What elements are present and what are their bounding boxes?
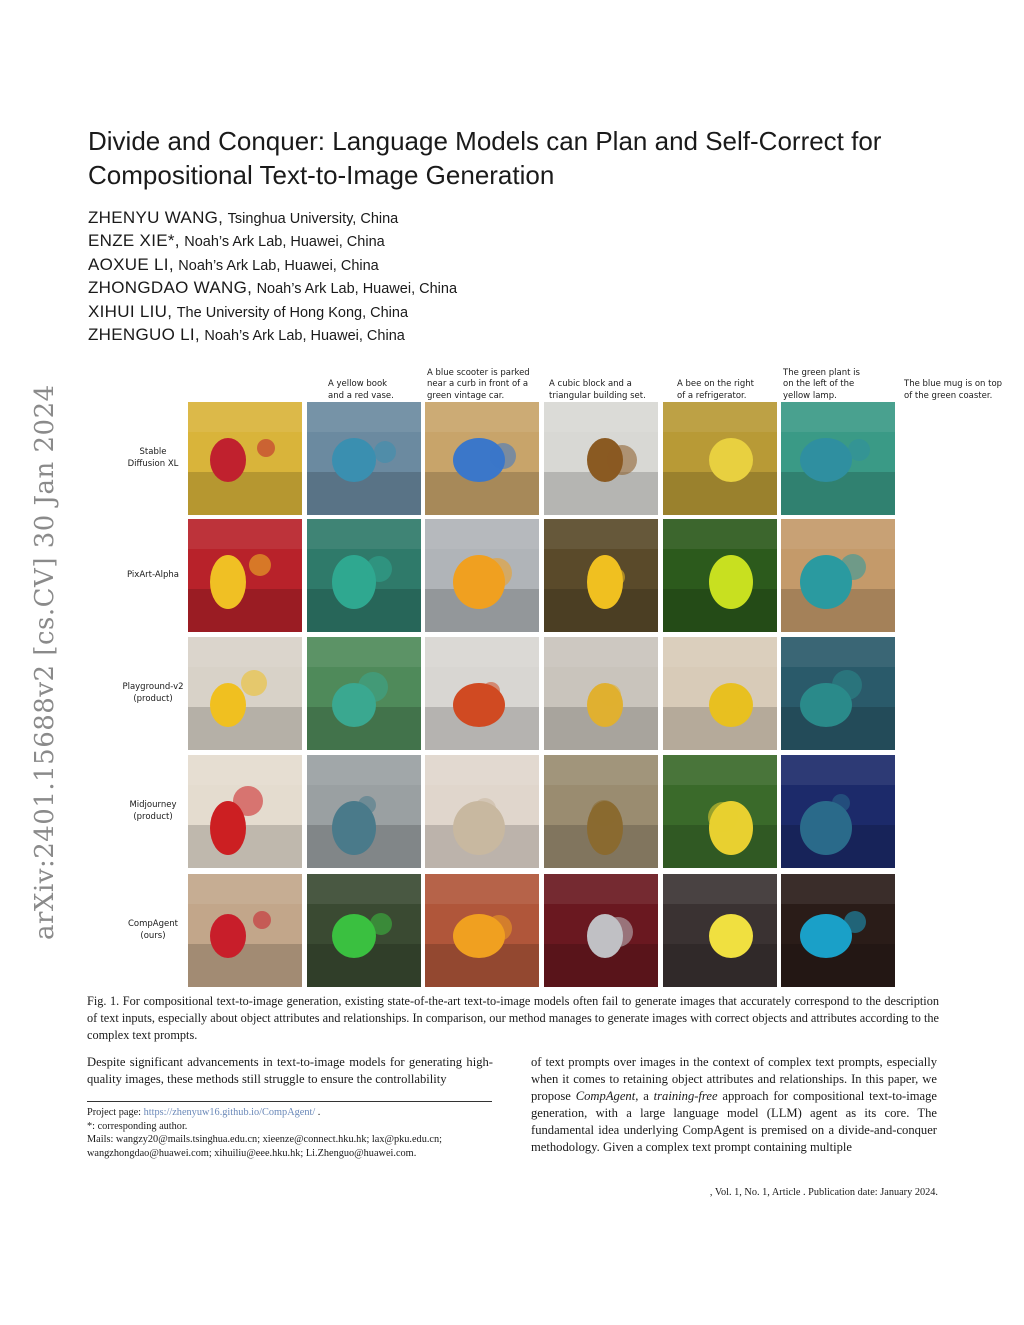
author-list [88, 206, 457, 346]
generated-image [781, 874, 895, 987]
generated-image [663, 755, 777, 868]
author-affiliation: Noah’s Ark Lab, Huawei, China [204, 327, 405, 344]
prompt-captions [308, 364, 1016, 402]
footnotes [87, 1106, 497, 1160]
body-text: , a [635, 1089, 654, 1103]
project-footnote [87, 1106, 497, 1120]
author-affiliation: Noah’s Ark Lab, Huawei, China [184, 234, 385, 251]
generated-image [425, 519, 539, 632]
generated-image [544, 874, 658, 987]
footnote-rule [87, 1101, 492, 1102]
body-column-right [531, 1054, 937, 1156]
emphasis-text: training-free [653, 1089, 718, 1103]
generated-image [307, 637, 421, 750]
body-column-left: Despite significant advancements in text-to-image models for generating high-quality images, these methods still struggle to ensure the controllability [87, 1055, 493, 1086]
corresponding-footnote: *: corresponding author. [87, 1120, 188, 1132]
project-tail: . [315, 1107, 321, 1118]
author [88, 206, 457, 229]
generated-image [544, 519, 658, 632]
generated-image [425, 755, 539, 868]
author [88, 323, 457, 346]
body-text: of text prompts over images in the context of complex text prompts, especially when it comes to retaining object attributes and relationships. In this paper, we propose [531, 1055, 937, 1103]
generated-image [188, 402, 302, 515]
author [88, 300, 457, 323]
generated-image [307, 402, 421, 515]
prompt-caption: A cubic block and a triangular building set. [549, 379, 646, 401]
author-name: ZHENYU WANG, [88, 208, 224, 227]
model-label: Stable Diffusion XL [127, 447, 179, 469]
author [88, 253, 457, 276]
prompt-caption: The green plant is on the left of the yellow lamp. [783, 367, 860, 401]
model-label: PixArt-Alpha [126, 569, 180, 580]
model-label: Midjourney (product) [129, 800, 177, 822]
author-name: AOXUE LI, [88, 254, 174, 274]
generated-image [544, 637, 658, 750]
mails-footnote: Mails: wangzy20@mails.tsinghua.edu.cn; xieenze@connect.hku.hk; lax@pku.edu.cn; wangzhongdao@huawei.com; xihuiliu@eee.hku.hk; Li.Zhenguo@huawei.com. [87, 1134, 443, 1159]
generated-image [544, 402, 658, 515]
generated-image [307, 519, 421, 632]
project-label: Project page: [87, 1107, 144, 1118]
running-footer: , Vol. 1, No. 1, Article . Publication date: January 2024. [709, 1187, 938, 1198]
author [88, 229, 457, 252]
method-name: CompAgent [575, 1089, 636, 1103]
author-name: ZHENGUO LI, [88, 324, 200, 344]
generated-image [188, 519, 302, 632]
generated-image [781, 402, 895, 515]
generated-image [425, 874, 539, 987]
title-line-1: Divide and Conquer: Language Models can Plan and Self-Correct for [88, 126, 882, 156]
generated-image [425, 637, 539, 750]
model-label: Playground-v2 (product) [122, 682, 184, 704]
paper-title [88, 124, 988, 192]
author-name: ZHONGDAO WANG, [88, 278, 253, 298]
generated-image [663, 637, 777, 750]
author-affiliation: The University of Hong Kong, China [176, 304, 409, 321]
body-text: approach for compositional text-to-image generation, with a large language model (LLM) agent as its core. The fundamental idea underlying CompAgent is premised on a divide-and-conquer methodology. Given a complex text prompt containing multiple [531, 1089, 937, 1154]
model-label: CompAgent (ours) [128, 919, 178, 941]
generated-image [188, 874, 302, 987]
generated-image [188, 755, 302, 868]
author [88, 276, 457, 299]
author-name: XIHUI LIU, [88, 301, 173, 321]
generated-image [188, 637, 302, 750]
generated-image [781, 519, 895, 632]
author-affiliation: Tsinghua University, China [227, 211, 399, 227]
generated-image [425, 402, 539, 515]
generated-image [663, 874, 777, 987]
author-name: ENZE XIE*, [88, 231, 180, 251]
generated-image [307, 874, 421, 987]
generated-image [781, 637, 895, 750]
generated-image [663, 402, 777, 515]
author-affiliation: Noah’s Ark Lab, Huawei, China [178, 257, 379, 274]
generated-image [663, 519, 777, 632]
generated-image [307, 755, 421, 868]
title-line-2: Compositional Text-to-Image Generation [88, 160, 555, 190]
author-affiliation: Noah’s Ark Lab, Huawei, China [256, 281, 458, 298]
prompt-caption: A yellow book and a red vase. [328, 379, 394, 401]
project-link[interactable]: https://zhenyuw16.github.io/CompAgent/ [143, 1107, 316, 1118]
figure-caption: Fig. 1. For compositional text-to-image generation, existing state-of-the-art text-to-image models often fail to generate images that accurately correspond to the description of text inputs, especially about object attributes and relationships. In comparison, our method manages to generate images with correct objects and attributes according to the complex text prompts. [87, 994, 939, 1042]
generated-image [544, 755, 658, 868]
prompt-caption: A blue scooter is parked near a curb in front of a green vintage car. [427, 367, 530, 401]
arxiv-stamp: arXiv:2401.15688v2 [cs.CV] 30 Jan 2024 [30, 384, 60, 940]
generated-image [781, 755, 895, 868]
prompt-caption: The blue mug is on top of the green coaster. [904, 379, 1003, 401]
prompt-caption: A bee on the right of a refrigerator. [677, 379, 754, 401]
